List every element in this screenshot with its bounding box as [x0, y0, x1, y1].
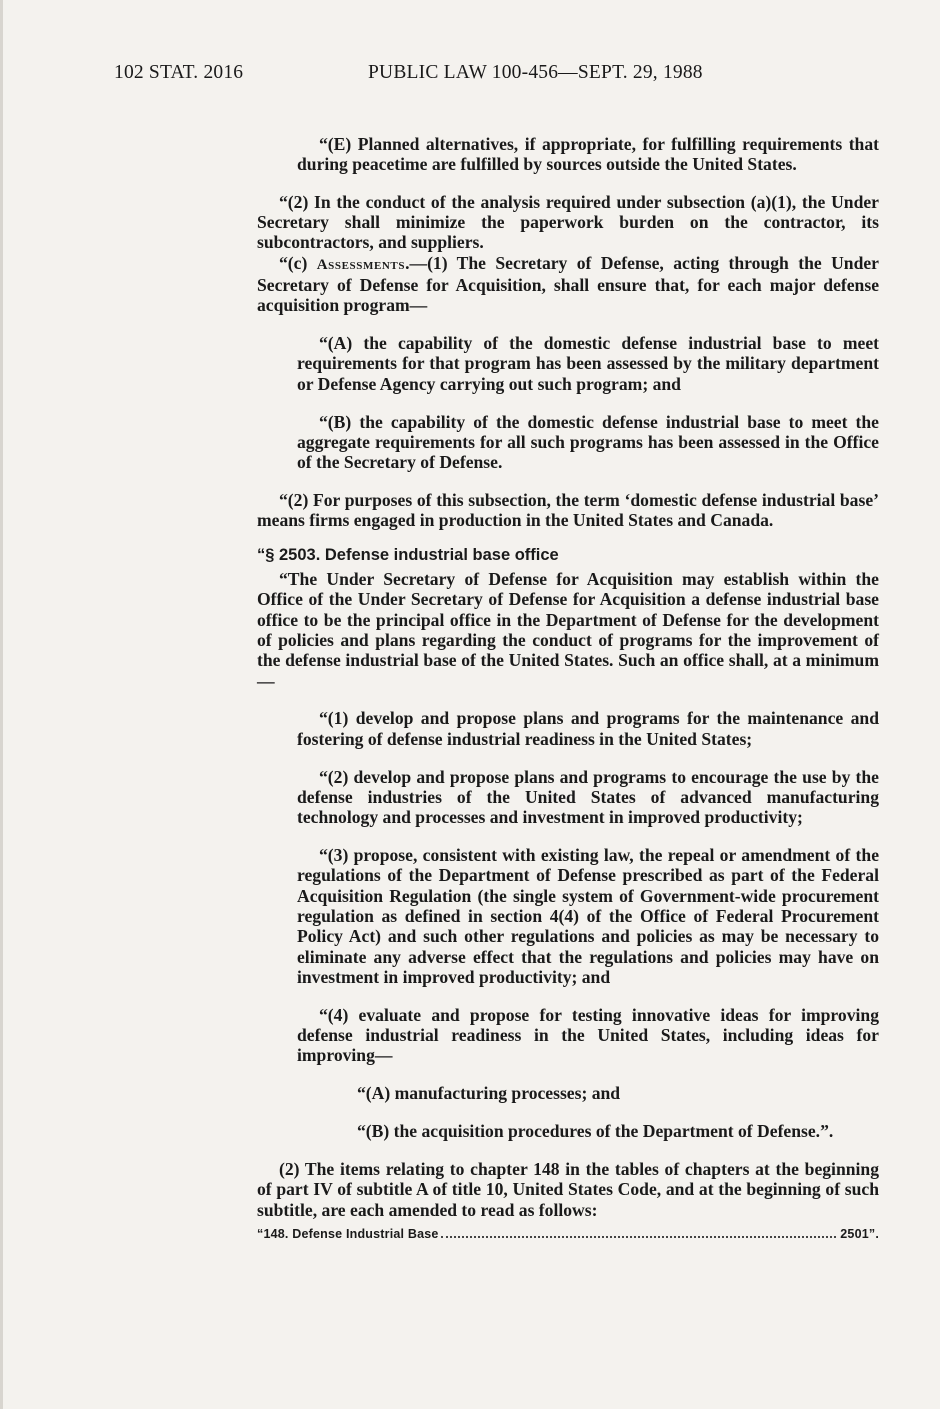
page-edge-shadow — [0, 0, 3, 1409]
paragraph-b-capability: “(B) the capability of the domestic defense industrial base to meet the aggregate requirements for all such programs has been assessed in the Office of the Secretary of Defense. — [297, 411, 879, 473]
paragraph-b-acquisition-procedures: “(B) the acquisition procedures of the Department of Defense.”. — [357, 1121, 834, 1142]
table-of-chapters-entry — [257, 1224, 879, 1244]
public-law-reference: PUBLIC LAW 100-456—SEPT. 29, 1988 — [368, 62, 703, 83]
paragraph-1-maintenance: “(1) develop and propose plans and programs for the maintenance and fostering of defense industrial readiness in the United States; — [297, 708, 879, 749]
paragraph-3-regulations: “(3) propose, consistent with existing law, the repeal or amendment of the regulations of the Department of Defense prescribed as part of the Federal Acquisition Regulation (the single system of Government-wide procurement regulation as defined in section 4(4) of the Office of Federal Procurement Policy Act) and such other regulations and policies as may be necessary to eliminate any adverse effect that the regulations and policies may have on investment in improved productivity; and — [297, 845, 879, 987]
paragraph-4-innovative-ideas: “(4) evaluate and propose for testing innovative ideas for improving defense industrial readiness in the United States, including ideas for improving— — [297, 1004, 879, 1066]
toc-chapter-label: “148. Defense Industrial Base — [257, 1226, 439, 1241]
paragraph-2-paperwork: “(2) In the conduct of the analysis required under subsection (a)(1), the Under Secretary shall minimize the paperwork burden on the contractor, its subcontractors, and suppliers. — [257, 191, 879, 253]
paragraph-c-prefix: “(c) — [279, 252, 317, 273]
paragraph-table-amendment: (2) The items relating to chapter 148 in the tables of chapters at the beginning of part IV of subtitle A of title 10, United States Code, and at the beginning of such subtitle, are each amended to read as follows: — [257, 1159, 879, 1220]
document-body — [257, 116, 879, 1244]
section-2503-heading: “§ 2503. Defense industrial base office — [257, 545, 559, 564]
paragraph-c-text: .—(1) The Secretary of Defense, acting through the Under Secretary of Defense for Acquisition, shall ensure that, for each major defense acquisition program— — [257, 252, 879, 316]
paragraph-2-manufacturing: “(2) develop and propose plans and programs to encourage the use by the defense industries of the United States of advanced manufacturing technology and processes and investment in improved productivity; — [297, 766, 879, 828]
paragraph-e-planned-alternatives: “(E) Planned alternatives, if appropriate, for fulfilling requirements that during peacetime are fulfilled by sources outside the United States. — [297, 133, 879, 174]
toc-section-number: 2501”. — [840, 1226, 879, 1241]
paragraph-2-definition: “(2) For purposes of this subsection, the term ‘domestic defense industrial base’ means firms engaged in production in the United States and Canada. — [257, 490, 879, 531]
stat-page-reference: 102 STAT. 2016 — [114, 62, 244, 83]
toc-leader-dots — [441, 1236, 837, 1238]
paragraph-c-assessments — [257, 253, 879, 316]
paragraph-a-capability: “(A) the capability of the domestic defense industrial base to meet requirements for that program has been assessed by the military department or Defense Agency carrying out such program; and — [297, 333, 879, 394]
paragraph-office-establishment: “The Under Secretary of Defense for Acquisition may establish within the Office of the Under Secretary of Defense for Acquisition a defense industrial base office to be the principal office in the Department of Defense for the development of policies and plans regarding the conduct of programs for the improvement of the defense industrial base of the United States. Such an office shall, at a minimum— — [257, 569, 879, 691]
paragraph-a-manufacturing-processes: “(A) manufacturing processes; and — [357, 1083, 621, 1104]
assessments-caption: Assessments — [316, 256, 406, 273]
